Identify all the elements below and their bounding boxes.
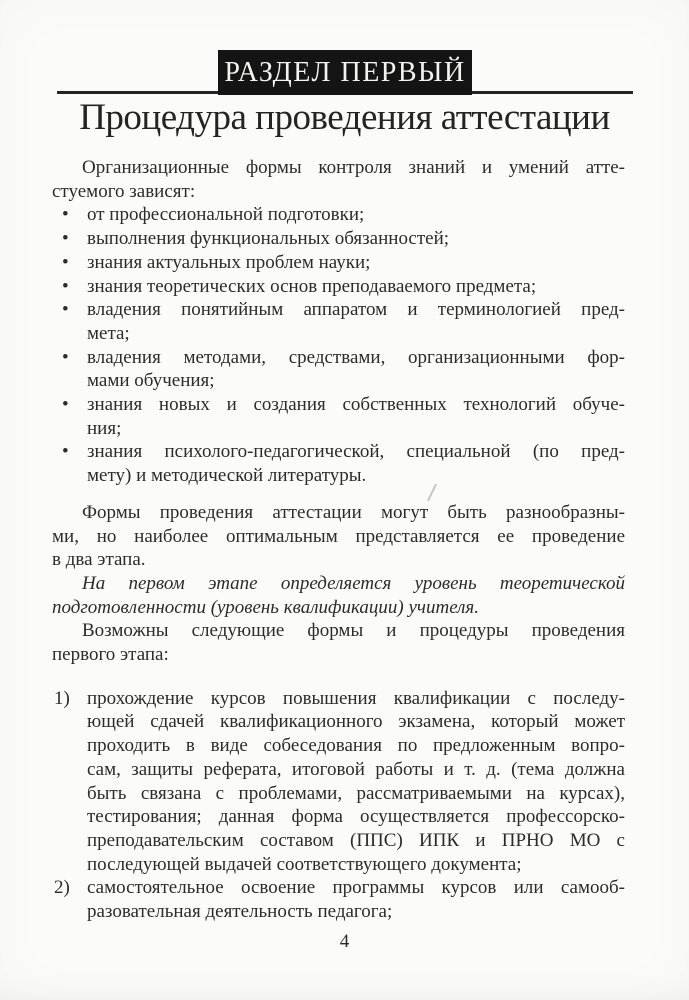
bullet-marker: • <box>62 394 69 416</box>
paragraph-possible-forms <box>52 619 625 666</box>
text-line: последующей выдачей соответствующего документа; <box>87 853 522 875</box>
paragraph-forms <box>52 501 625 572</box>
number-marker: 2) <box>54 877 70 899</box>
numbered-item <box>52 687 625 877</box>
bullet-item <box>52 440 625 487</box>
bullet-item <box>52 275 625 299</box>
bullet-marker: • <box>62 251 69 273</box>
bullet-item <box>52 298 625 345</box>
text-line: сам, защиты реферата, итоговой работы и т. д. (тема должна <box>87 758 625 780</box>
text-line: Формы проведения аттестации могут быть разнообразны- <box>82 501 625 523</box>
bullet-marker: • <box>62 204 69 226</box>
page-title: Процедура проведения аттестации <box>79 97 610 138</box>
text-line: выполнения функциональных обязанностей; <box>87 228 450 250</box>
bullet-marker: • <box>62 441 69 463</box>
text-line: знания новых и создания собственных технологий обуче- <box>87 394 625 416</box>
intro-paragraph <box>52 156 625 203</box>
page-content <box>52 156 625 924</box>
bullet-marker: • <box>62 346 69 368</box>
text-line: от профессиональной подготовки; <box>87 204 365 226</box>
text-line: знания психолого-педагогической, специальной (по пред- <box>87 441 625 463</box>
text-line: преподавательским составом (ППС) ИПК и ПРНО МО с <box>87 829 625 851</box>
number-marker: 1) <box>54 687 70 709</box>
text-line: мету) и методической литературы. <box>87 465 367 487</box>
text-line: подготовленности (уровень квалификации) учителя. <box>52 596 480 618</box>
text-line: разовательная деятельность педагога; <box>87 901 393 923</box>
numbered-list <box>52 687 625 924</box>
text-line: владения понятийным аппаратом и терминологией пред- <box>87 299 625 321</box>
text-line: первого этапа: <box>52 644 169 666</box>
text-line: знания теоретических основ преподаваемого предмета; <box>87 275 537 297</box>
bullet-item <box>52 203 625 227</box>
text-line: самостоятельное освоение программы курсов или самооб- <box>87 877 625 899</box>
text-line: ющей сдачей квалификационного экзамена, который может <box>87 711 625 733</box>
text-line: мета; <box>87 322 130 344</box>
bullet-item <box>52 251 625 275</box>
bullet-item <box>52 346 625 393</box>
text-line: в два этапа. <box>52 549 146 571</box>
text-line: мами обучения; <box>87 370 215 392</box>
bullet-list <box>52 203 625 487</box>
bullet-marker: • <box>62 275 69 297</box>
section-label: РАЗДЕЛ ПЕРВЫЙ <box>224 56 466 88</box>
text-line: Возможны следующие формы и процедуры проведения <box>82 620 625 642</box>
bullet-marker: • <box>62 299 69 321</box>
paragraph-first-stage-italic <box>52 572 625 619</box>
numbered-item <box>52 876 625 923</box>
text-line: ния; <box>87 417 122 439</box>
text-line: ми, но наиболее оптимальным представляется ее проведение <box>52 525 625 547</box>
section-band <box>218 50 472 95</box>
text-line: быть связана с проблемами, рассматриваемыми на курсах), <box>87 782 625 804</box>
bullet-item <box>52 393 625 440</box>
text-line: проходить в виде собеседования по предложенным вопро- <box>87 735 625 757</box>
text-line: прохождение курсов повышения квалификации с последу- <box>87 687 625 709</box>
text-line: стуемого зависят: <box>52 180 196 202</box>
text-line: На первом этапе определяется уровень теоретической <box>82 572 625 594</box>
text-line: владения методами, средствами, организационными фор- <box>87 346 625 368</box>
text-line: знания актуальных проблем науки; <box>87 251 371 273</box>
bullet-item <box>52 227 625 251</box>
bullet-marker: • <box>62 228 69 250</box>
text-line: тестирования; данная форма осуществляется профессорско- <box>87 806 625 828</box>
text-line: Организационные формы контроля знаний и умений атте- <box>82 157 625 178</box>
page-number: 4 <box>339 931 350 952</box>
